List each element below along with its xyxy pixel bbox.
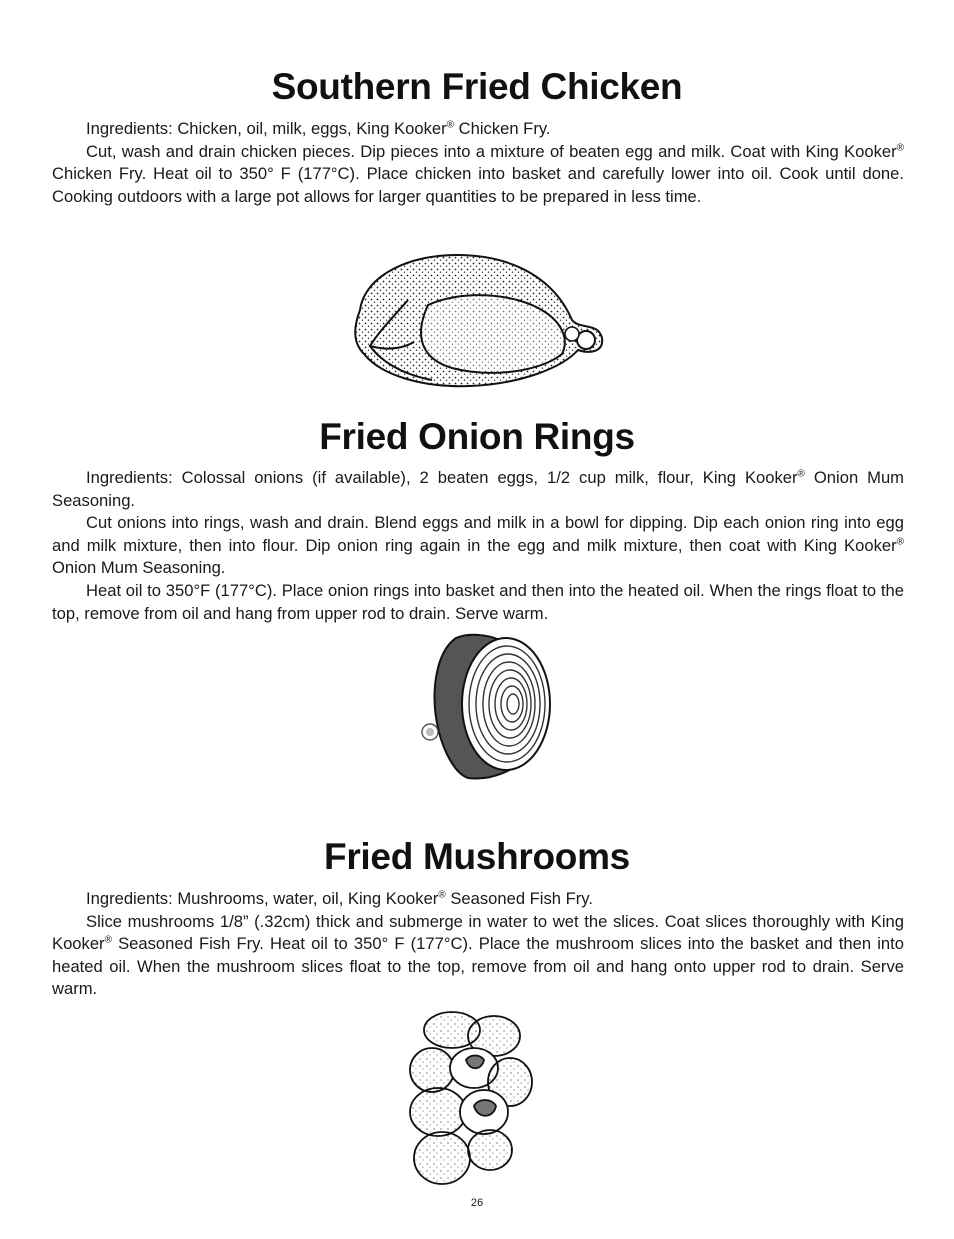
text-run: Heat oil to 350°F (177°C). Place onion rings into basket and then into the heated oil. When the rings float to the top, remove from oil and hang from upper rod to drain. Serve warm.: [52, 580, 904, 623]
page-number: 26: [470, 1197, 484, 1209]
section-title-mushrooms: Fried Mushrooms: [324, 836, 630, 877]
text-run: Cut onions into rings, wash and drain. Blend eggs and milk in a bowl for dipping. Dip each onion ring into egg and milk mixture, then into flour. Dip onion ring again in the egg and milk mixture, then coat with King Kooker: [52, 513, 904, 555]
text-run: Onion Mum Seasoning.: [52, 558, 226, 578]
paragraph: [52, 580, 904, 625]
onion-half-icon: [416, 632, 552, 782]
text-run: Onion Mum Seasoning.: [52, 468, 905, 510]
mushrooms-icon: [404, 1008, 536, 1186]
registered-mark: ®: [797, 468, 805, 480]
paragraph: [52, 467, 904, 512]
section-body-chicken: [52, 118, 904, 208]
text-run: Ingredients: Chicken, oil, milk, eggs, King Kooker: [86, 119, 447, 138]
section-body-mushrooms: [52, 888, 904, 1001]
registered-mark: ®: [438, 889, 446, 901]
section-body-onion-rings: [52, 467, 904, 625]
paragraph: [52, 512, 904, 580]
registered-mark: ®: [896, 142, 904, 154]
section-title-onion-rings: Fried Onion Rings: [319, 416, 635, 457]
text-run: Ingredients: Colossal onions (if available), 2 beaten eggs, 1/2 cup milk, flour, King Kooker: [86, 468, 798, 487]
paragraph: [52, 141, 904, 209]
text-run: Slice mushrooms 1/8” (.32cm) thick and submerge in water to wet the slices. Coat slices thoroughly with King Kooker: [52, 911, 904, 954]
text-run: Chicken Fry. Heat oil to 350° F (177°C). Place chicken into basket and carefully lower into oil. Cook until done. Cooking outdoors with a large pot allows for larger quantities to be prepared in less time.: [52, 164, 904, 206]
section-title-chicken: Southern Fried Chicken: [271, 66, 683, 107]
registered-mark: ®: [446, 119, 455, 131]
roast-chicken-icon: [340, 250, 606, 392]
text-run: Seasoned Fish Fry. Heat oil to 350° F (177°C). Place the mushroom slices into the basket and then into heated oil. When the mushroom slices float to the top, remove from oil and hang onto upper rod to drain. Serve warm.: [52, 934, 904, 999]
paragraph: [52, 911, 904, 1001]
registered-mark: ®: [104, 934, 112, 946]
text-run: Chicken Fry.: [454, 119, 551, 138]
paragraph: [52, 888, 904, 911]
text-run: Cut, wash and drain chicken pieces. Dip pieces into a mixture of beaten egg and milk. Coat with King Kooker: [86, 141, 897, 161]
paragraph: [52, 118, 904, 141]
text-run: Ingredients: Mushrooms, water, oil, King Kooker: [86, 889, 439, 908]
text-run: Seasoned Fish Fry.: [445, 889, 593, 908]
registered-mark: ®: [896, 536, 904, 548]
